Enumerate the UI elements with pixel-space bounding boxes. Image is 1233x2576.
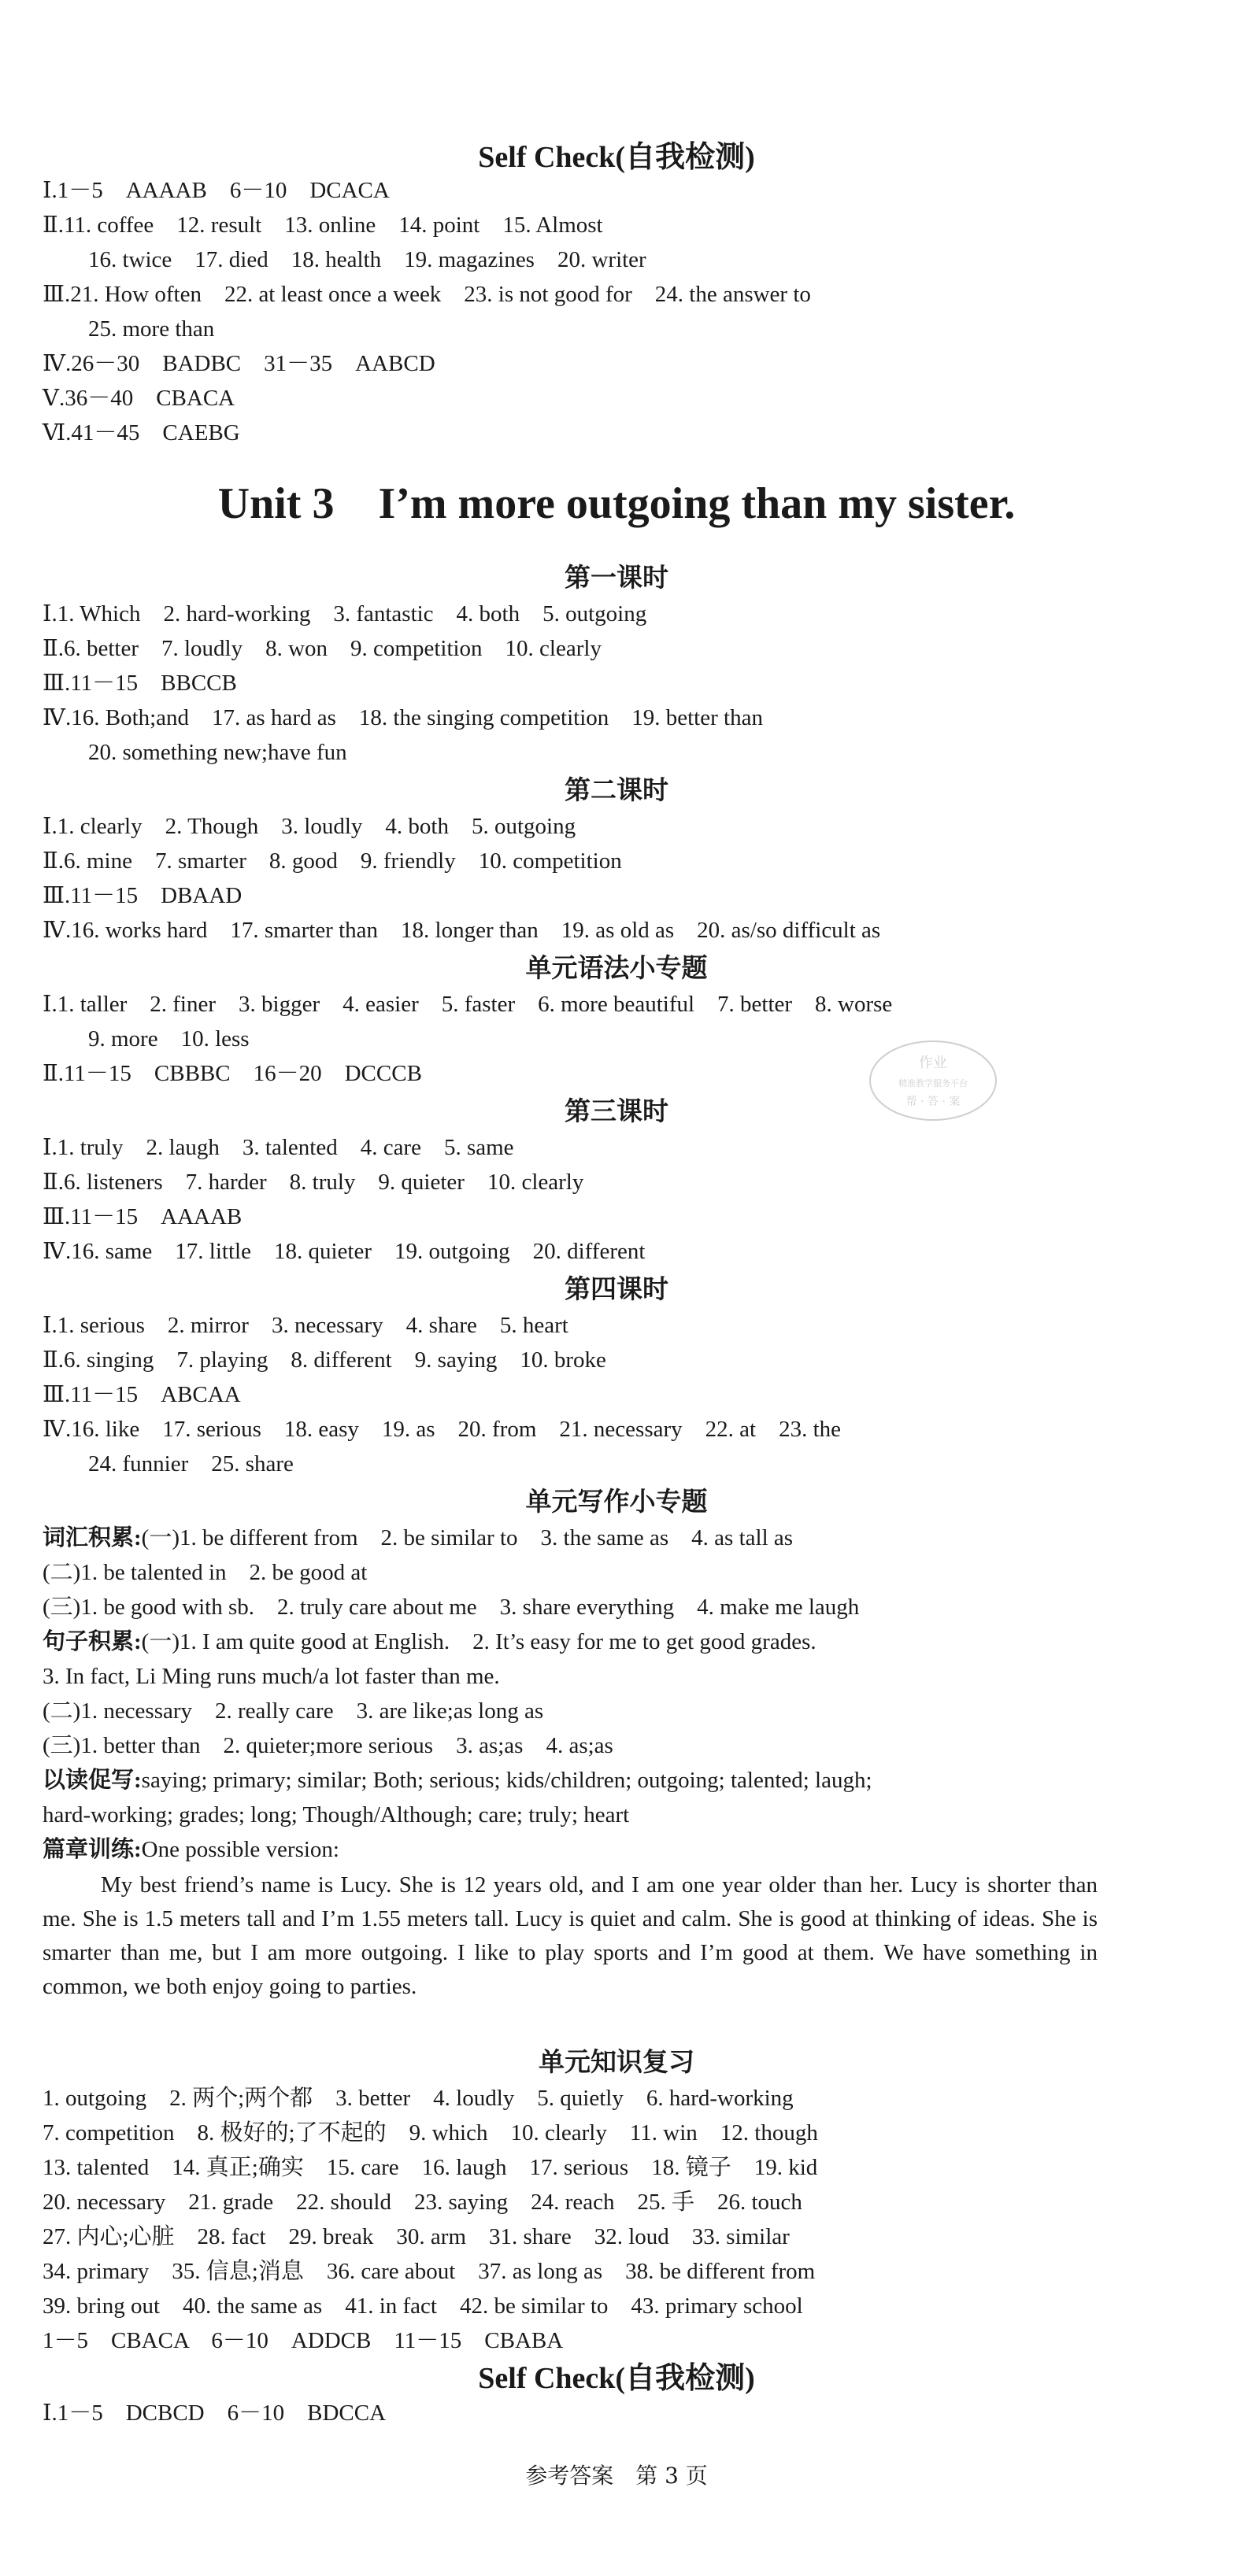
self-check-title: Self Check(自我检测) (478, 141, 755, 174)
vocab-text: (一)1. be different from 2. be similar to 3. the same as 4. as tall as (141, 1525, 794, 1550)
answer-line: Ⅱ.11. coffee 12. result 13. online 14. point 15. Almost (43, 213, 603, 238)
vocab-line (43, 1524, 793, 1552)
unit-title: Unit 3 I’m more outgoing than my sister. (217, 479, 1016, 528)
answer-line: Ⅲ.11－15 AAAAB (43, 1204, 243, 1229)
review-line: 39. bring out 40. the same as 41. in fact 42. be similar to 43. primary school (43, 2293, 803, 2319)
answer-line: Ⅲ.11－15 DBAAD (43, 883, 243, 908)
answer-line: Ⅳ.16. same 17. little 18. quieter 19. outgoing 20. different (43, 1239, 646, 1264)
review-line: 34. primary 35. 信息;消息 36. care about 37. as long as 38. be different from (43, 2259, 816, 2284)
lesson-2-title: 第二课时 (565, 774, 668, 805)
review-line: 7. competition 8. 极好的;了不起的 9. which 10. clearly 11. win 12. though (43, 2120, 818, 2145)
answer-line: Ⅰ.1. clearly 2. Though 3. loudly 4. both 5. outgoing (43, 814, 576, 839)
sentence-text: (一)1. I am quite good at English. 2. It’s easy for me to get good grades. (141, 1629, 816, 1654)
answer-line: Ⅱ.11－15 CBBBC 16－20 DCCCB (43, 1061, 422, 1086)
answer-line: Ⅱ.6. mine 7. smarter 8. good 9. friendly 10. competition (43, 848, 622, 874)
answer-line: Ⅰ.1. taller 2. finer 3. bigger 4. easier 5. faster 6. more beautiful 7. better 8. worse (43, 992, 893, 1017)
vocab-label: 词汇积累: (43, 1525, 142, 1550)
lesson-3-title: 第三课时 (565, 1096, 668, 1126)
writing-title: 单元写作小专题 (525, 1486, 708, 1517)
sentence-line: 3. In fact, Li Ming runs much/a lot faster than me. (43, 1664, 500, 1689)
answer-line: Ⅳ.16. works hard 17. smarter than 18. longer than 19. as old as 20. as/so difficult as (43, 918, 881, 943)
sample-passage: My best friend’s name is Lucy. She is 12 years old, and I am one year older than her. Lucy is shorter than me. She is 1.5 meters tall and I’m 1.55 meters tall. Lucy is quiet and calm. She is good at thinking of ideas. She is smarter than me, but I am more outgoing. I like to play sports and I’m good at them. We have something in common, we both enjoy going to parties. (43, 1872, 1098, 1999)
stamp-text-bottom: 帮 · 答 · 案 (905, 1096, 961, 1108)
review-line: 1－5 CBACA 6－10 ADDCB 11－15 CBABA (43, 2328, 564, 2353)
vocab-line: (三)1. be good with sb. 2. truly care about me 3. share everything 4. make me laugh (43, 1595, 860, 1620)
answer-line: Ⅱ.6. singing 7. playing 8. different 9. saying 10. broke (43, 1347, 606, 1373)
read-label: 以读促写: (43, 1768, 142, 1793)
review-line: 13. talented 14. 真正;确实 15. care 16. laugh 17. serious 18. 镜子 19. kid (43, 2155, 818, 2180)
lesson-1-title: 第一课时 (565, 562, 668, 593)
read-text: saying; primary; similar; Both; serious; kids/children; outgoing; talented; laugh; (141, 1768, 872, 1793)
answer-line: Ⅱ.6. listeners 7. harder 8. truly 9. quieter 10. clearly (43, 1170, 584, 1195)
self-check-title: Self Check(自我检测) (478, 2362, 755, 2395)
answer-line: Ⅳ.16. like 17. serious 18. easy 19. as 20. from 21. necessary 22. at 23. the (43, 1417, 841, 1442)
review-line: 27. 内心;心脏 28. fact 29. break 30. arm 31. share 32. loud 33. similar (43, 2224, 790, 2249)
passage-header (43, 1835, 339, 1864)
review-title: 单元知识复习 (539, 2046, 694, 2077)
read-write-line (43, 1766, 872, 1794)
answer-line: Ⅵ.41－45 CAEBG (43, 420, 240, 445)
answer-line: Ⅲ.21. How often 22. at least once a week 23. is not good for 24. the answer to (43, 282, 811, 307)
answer-line: 24. funnier 25. share (88, 1451, 294, 1476)
review-line: 1. outgoing 2. 两个;两个都 3. better 4. loudly 5. quietly 6. hard-working (43, 2086, 794, 2111)
answer-line: Ⅰ.1. serious 2. mirror 3. necessary 4. share 5. heart (43, 1313, 568, 1338)
answer-line: Ⅰ.1. Which 2. hard-working 3. fantastic 4. both 5. outgoing (43, 601, 647, 626)
stamp-text-top: 作业 (919, 1055, 947, 1071)
answer-line: Ⅴ.36－40 CBACA (43, 386, 235, 411)
page-footer: 参考答案 第 3 页 (525, 2463, 708, 2489)
answer-line: Ⅰ.1. truly 2. laugh 3. talented 4. care 5. same (43, 1135, 514, 1160)
answer-line: 9. more 10. less (88, 1026, 250, 1051)
answer-line: Ⅲ.11－15 ABCAA (43, 1382, 241, 1407)
passage-intro: One possible version: (141, 1837, 339, 1862)
answer-line: 20. something new;have fun (88, 740, 347, 765)
read-write-line: hard-working; grades; long; Though/Although; care; truly; heart (43, 1802, 630, 1828)
sentence-label: 句子积累: (43, 1629, 142, 1654)
answer-line: Ⅳ.16. Both;and 17. as hard as 18. the singing competition 19. better than (43, 705, 763, 730)
grammar-title: 单元语法小专题 (525, 952, 708, 983)
sentence-line: (三)1. better than 2. quieter;more serious 3. as;as 4. as;as (43, 1733, 613, 1758)
sentence-line (43, 1628, 816, 1656)
lesson-4-title: 第四课时 (565, 1273, 668, 1304)
vocab-line: (二)1. be talented in 2. be good at (43, 1560, 368, 1585)
answer-line: Ⅰ.1－5 DCBCD 6－10 BDCCA (43, 2400, 387, 2426)
passage-label: 篇章训练: (43, 1837, 142, 1862)
answer-line: Ⅱ.6. better 7. loudly 8. won 9. competition 10. clearly (43, 636, 602, 661)
stamp-text-mid: 精准教学服务平台 (898, 1078, 968, 1088)
answer-line: 16. twice 17. died 18. health 19. magazines 20. writer (88, 247, 646, 272)
sentence-line: (二)1. necessary 2. really care 3. are like;as long as (43, 1698, 544, 1724)
answer-line: Ⅲ.11－15 BBCCB (43, 671, 237, 696)
answer-line: 25. more than (88, 316, 215, 342)
answer-line: Ⅳ.26－30 BADBC 31－35 AABCD (43, 351, 435, 376)
answer-line: Ⅰ.1－5 AAAAB 6－10 DCACA (43, 178, 390, 203)
review-line: 20. necessary 21. grade 22. should 23. saying 24. reach 25. 手 26. touch (43, 2190, 802, 2215)
